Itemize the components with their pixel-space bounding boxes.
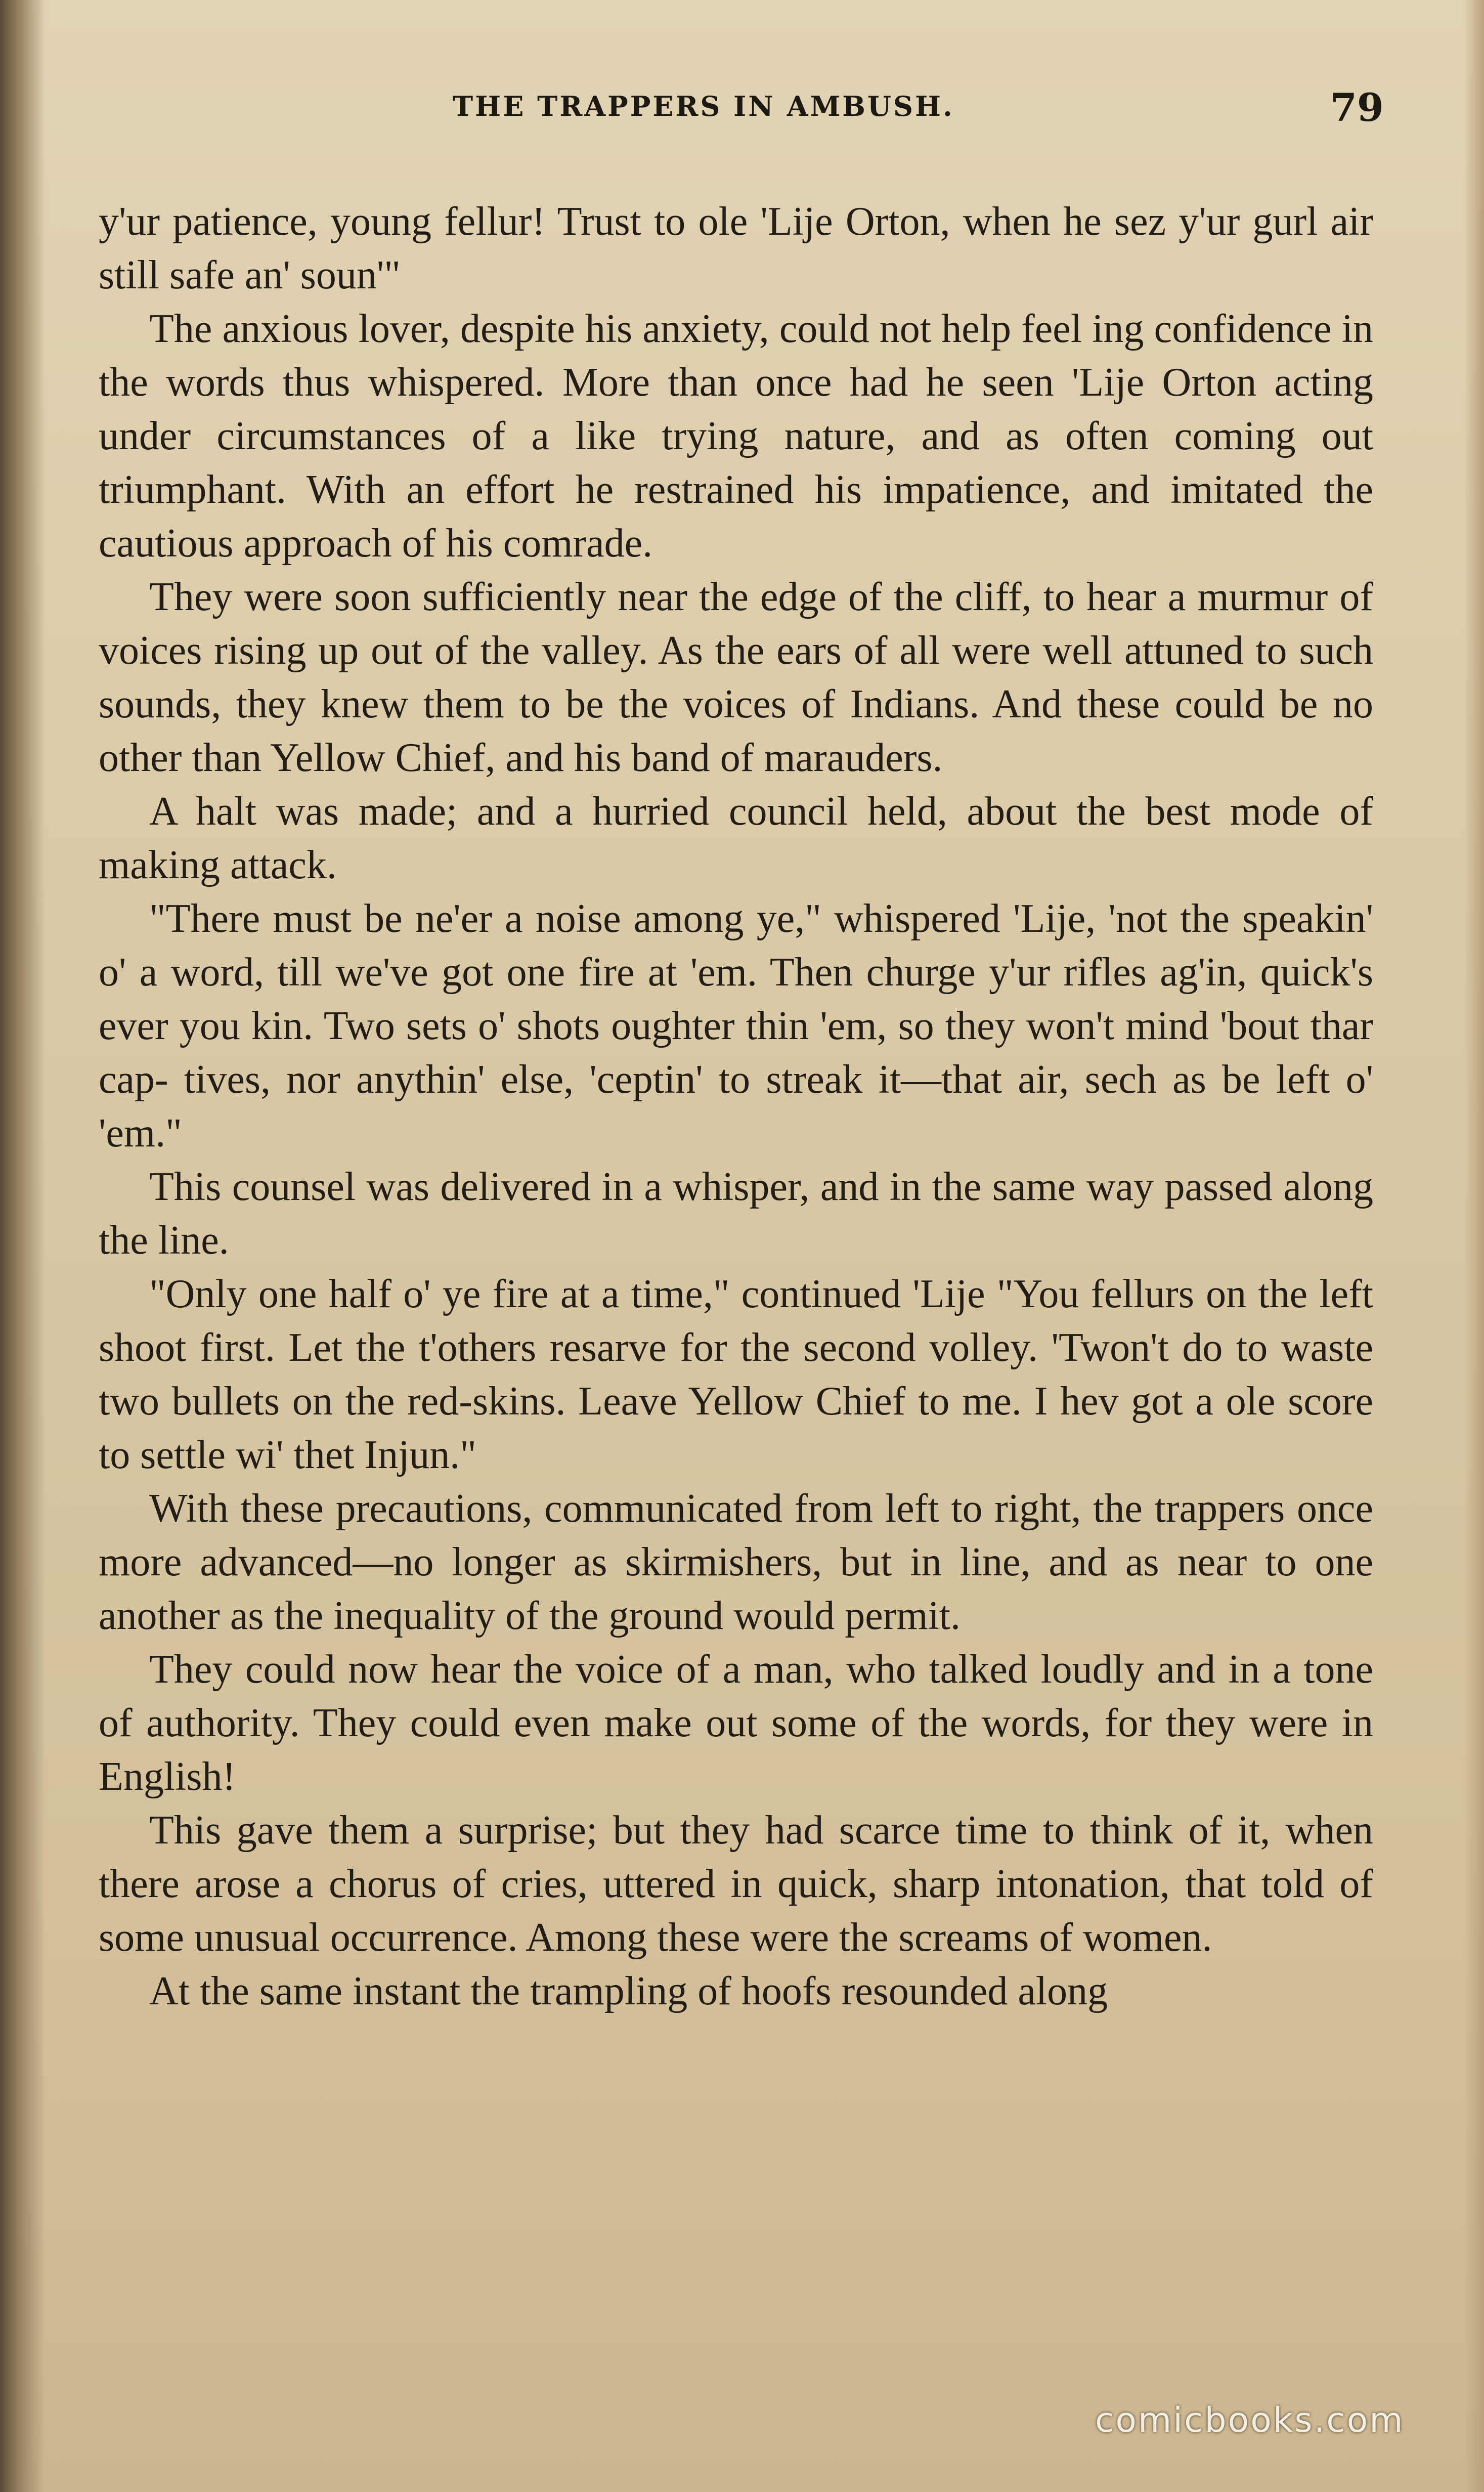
paragraph: They could now hear the voice of a man, who talked loudly and in a tone of authority. They could even make out some of the words, for they were in English! bbox=[99, 1647, 1373, 1799]
page-number: 79 bbox=[1330, 85, 1384, 130]
paragraph: They were soon sufficiently near the edge of the cliff, to hear a murmur of voices rising up out of the valley. As the ears of all were well attuned to such sounds, they knew them to be the voices of Indians. And these could be no other than Yellow Chief, and his band of marauders. bbox=[99, 575, 1373, 780]
page-edge-shading bbox=[1464, 0, 1484, 2492]
paragraph: A halt was made; and a hurried council held, about the best mode of making attack. bbox=[99, 789, 1373, 887]
paragraph: "Only one half o' ye fire at a time," continued 'Lije "You fellurs on the left shoot first. Let the t'others resarve for the second volley. 'Twon't do to waste two bullets on the red-skins. Leave Yellow Chief to me. I hev got a ole score to settle wi' thet Injun." bbox=[99, 1272, 1373, 1477]
watermark: comicbooks.com bbox=[1095, 2400, 1405, 2440]
paragraph: y'ur patience, young fellur! Trust to ole 'Lije Orton, when he sez y'ur gurl air still safe an' soun'" bbox=[99, 199, 1373, 297]
paragraph: "There must be ne'er a noise among ye," whispered 'Lije, 'not the speakin' o' a word, till we've got one fire at 'em. Then churge y'ur rifles ag'in, quick's ever you kin. Two sets o' shots oughter thin 'em, so they won't mind 'bout thar cap- tives, nor anythin' else, 'ceptin' to streak it—that air, sech as be left o' 'em." bbox=[99, 896, 1373, 1155]
spine-shadow bbox=[0, 0, 46, 2492]
running-head bbox=[0, 85, 1484, 141]
running-head-title: THE TRAPPERS IN AMBUSH. bbox=[453, 90, 954, 122]
body-text bbox=[99, 195, 1373, 2018]
paragraph: At the same instant the trampling of hoofs resounded along bbox=[149, 1969, 1108, 2013]
paragraph: This gave them a surprise; but they had scarce time to think of it, when there arose a chorus of cries, uttered in quick, sharp intonation, that told of some unusual occurrence. Among these were the screams of women. bbox=[99, 1808, 1373, 1960]
paragraph: This counsel was delivered in a whisper, and in the same way passed along the line. bbox=[99, 1165, 1373, 1263]
paragraph: The anxious lover, despite his anxiety, could not help feel ing confidence in the words thus whispered. More than once had he seen 'Lije Orton acting under circumstances of a like trying nature, and as often coming out triumphant. With an effort he restrained his impatience, and imitated the cautious approach of his comrade. bbox=[99, 307, 1373, 566]
paragraph: With these precautions, communicated from left to right, the trappers once more advanced—no longer as skirmishers, but in line, and as near to one another as the inequality of the ground would permit. bbox=[99, 1486, 1373, 1638]
